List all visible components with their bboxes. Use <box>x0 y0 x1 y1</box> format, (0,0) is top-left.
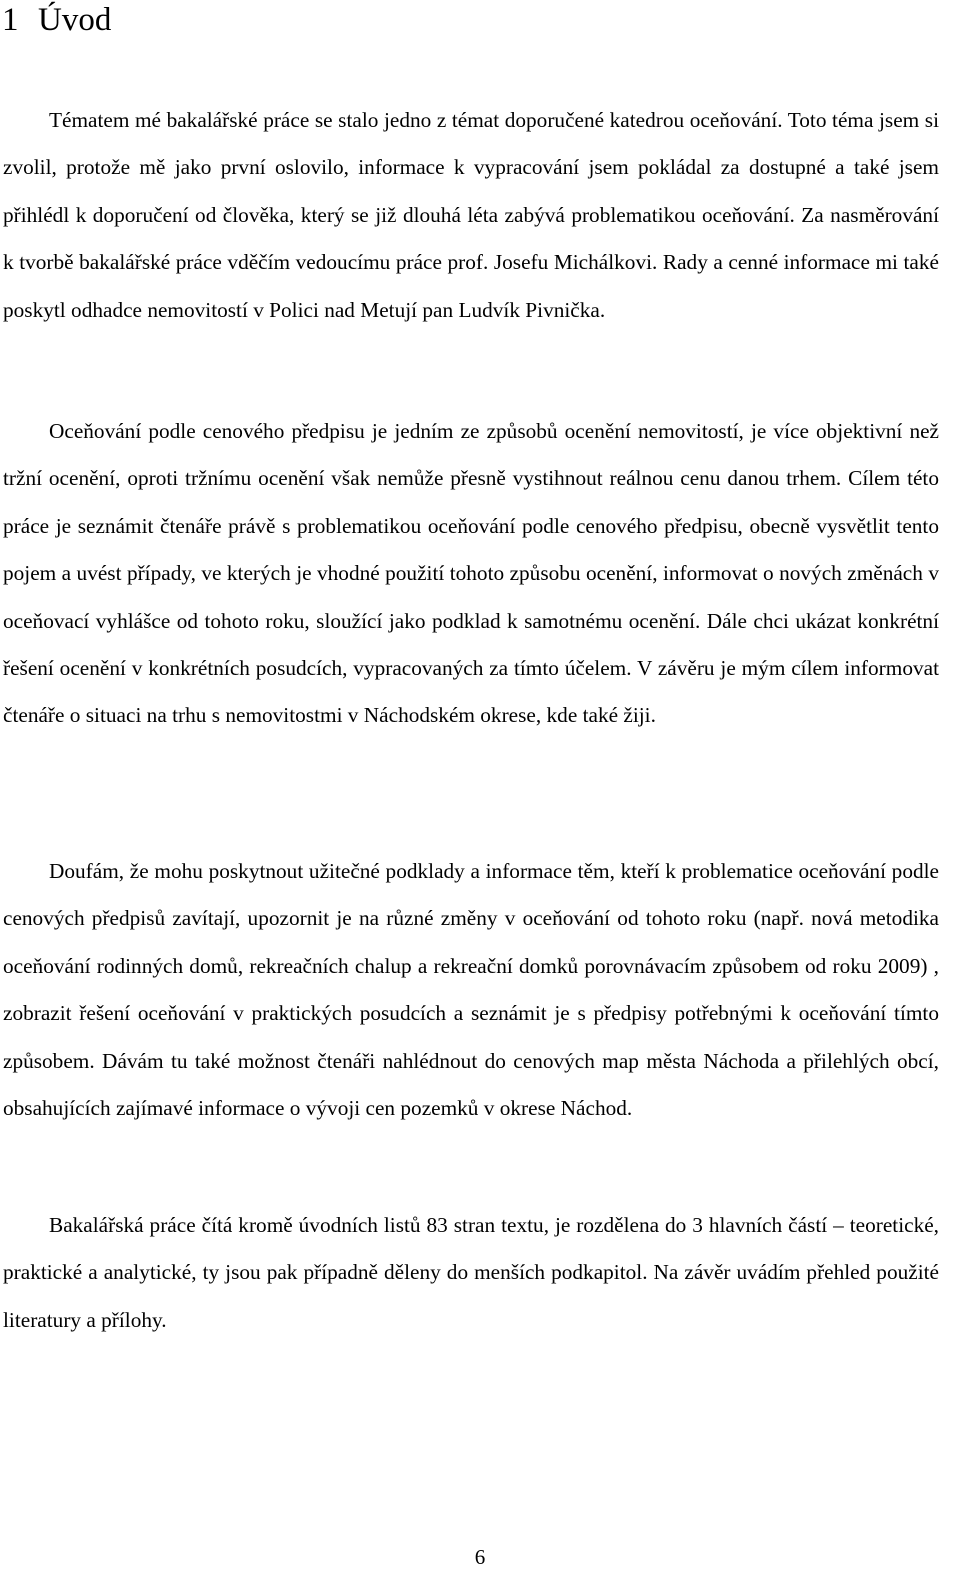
chapter-title: Úvod <box>38 2 112 38</box>
chapter-heading <box>2 0 111 40</box>
paragraph-structure: Bakalářská práce čítá kromě úvodních listů 83 stran textu, je rozdělena do 3 hlavních částí – teoretické, praktické a analytické, ty jsou pak případně děleny do menších podkapitol. Na závěr uvádím přehled použité literatury a přílohy. <box>3 1213 939 1332</box>
page-number: 6 <box>474 1545 486 1569</box>
paragraph-topic-choice: Tématem mé bakalářské práce se stalo jedno z témat doporučené katedrou oceňování. Toto téma jsem si zvolil, protože mě jako první oslovilo, informace k vypracování jsem pokládal za dostupné a také jsem přihlédl k doporučení od člověka, který se již dlouhá léta zabývá problematikou oceňování. Za nasměrování k tvorbě bakalářské práce vděčím vedoucímu práce prof. Josefu Michálkovi. Rady a cenné informace mi také poskytl odhadce nemovitostí v Polici nad Metují pan Ludvík Pivnička. <box>3 108 939 322</box>
paragraph-goals: Oceňování podle cenového předpisu je jedním ze způsobů ocenění nemovitostí, je více objektivní než tržní ocenění, oproti tržnímu ocenění však nemůže přesně vystihnout reálnou cenu danou trhem. Cílem této práce je seznámit čtenáře právě s problematikou oceňování podle cenového předpisu, obecně vysvětlit tento pojem a uvést případy, ve kterých je vhodné použití tohoto způsobu ocenění, informovat o nových změnách v oceňovací vyhlášce od tohoto roku, sloužící jako podklad k samotnému ocenění. Dále chci ukázat konkrétní řešení ocenění v konkrétních posudcích, vypracovaných za tímto účelem. V závěru je mým cílem informovat čtenáře o situaci na trhu s nemovitostmi v Náchodském okrese, kde také žiji. <box>3 419 939 728</box>
paragraph-benefits: Doufám, že mohu poskytnout užitečné podklady a informace těm, kteří k problematice oceňování podle cenových předpisů zavítají, upozornit je na různé změny v oceňování od tohoto roku (např. nová metodika oceňování rodinných domů, rekreačních chalup a rekreační domků porovnávacím způsobem od roku 2009) , zobrazit řešení oceňování v praktických posudcích a seznámit je s předpisy potřebnými k oceňování tímto způsobem. Dávám tu také možnost čtenáři nahlédnout do cenových map města Náchoda a přilehlých obcí, obsahujících zajímavé informace o vývoji cen pozemků v okrese Náchod. <box>3 859 939 1121</box>
chapter-number: 1 <box>2 2 19 38</box>
